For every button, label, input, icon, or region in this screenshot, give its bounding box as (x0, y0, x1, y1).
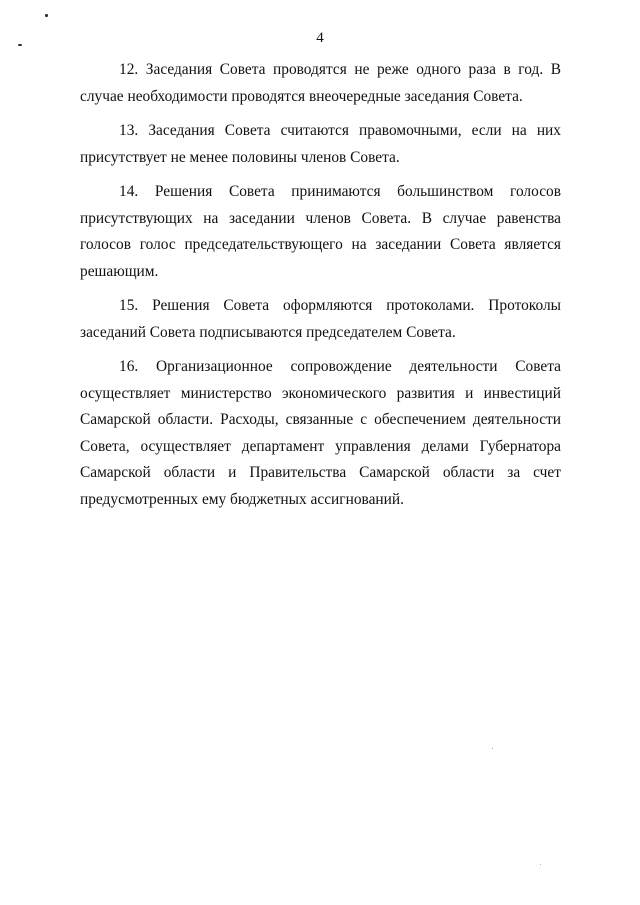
paragraph-16: 16. Организационное сопровождение деятельности Совета осуществляет министерство экономического развития и инвестиций Самарской области. Расходы, связанные с обеспечением деятельности Совета, осуществляет департамент управления делами Губернатора Самарской области и Правительства Самарской области за счет предусмотренных ему бюджетных ассигнований. (80, 358, 561, 508)
paragraph-12: 12. Заседания Совета проводятся не реже одного раза в год. В случае необходимости проводятся внеочередные заседания Совета. (80, 61, 561, 105)
scan-speck (492, 748, 493, 749)
scan-speck (540, 864, 541, 865)
document-body (80, 57, 561, 521)
paragraph-13: 13. Заседания Совета считаются правомочными, если на них присутствует не менее половины членов Совета. (80, 122, 561, 166)
scan-speck (45, 14, 48, 17)
page-number: 4 (316, 30, 324, 46)
paragraph-15: 15. Решения Совета оформляются протоколами. Протоколы заседаний Совета подписываются председателем Совета. (80, 297, 561, 341)
paragraph-14: 14. Решения Совета принимаются большинством голосов присутствующих на заседании членов Совета. В случае равенства голосов голос председательствующего на заседании Совета является решающим. (80, 183, 561, 280)
